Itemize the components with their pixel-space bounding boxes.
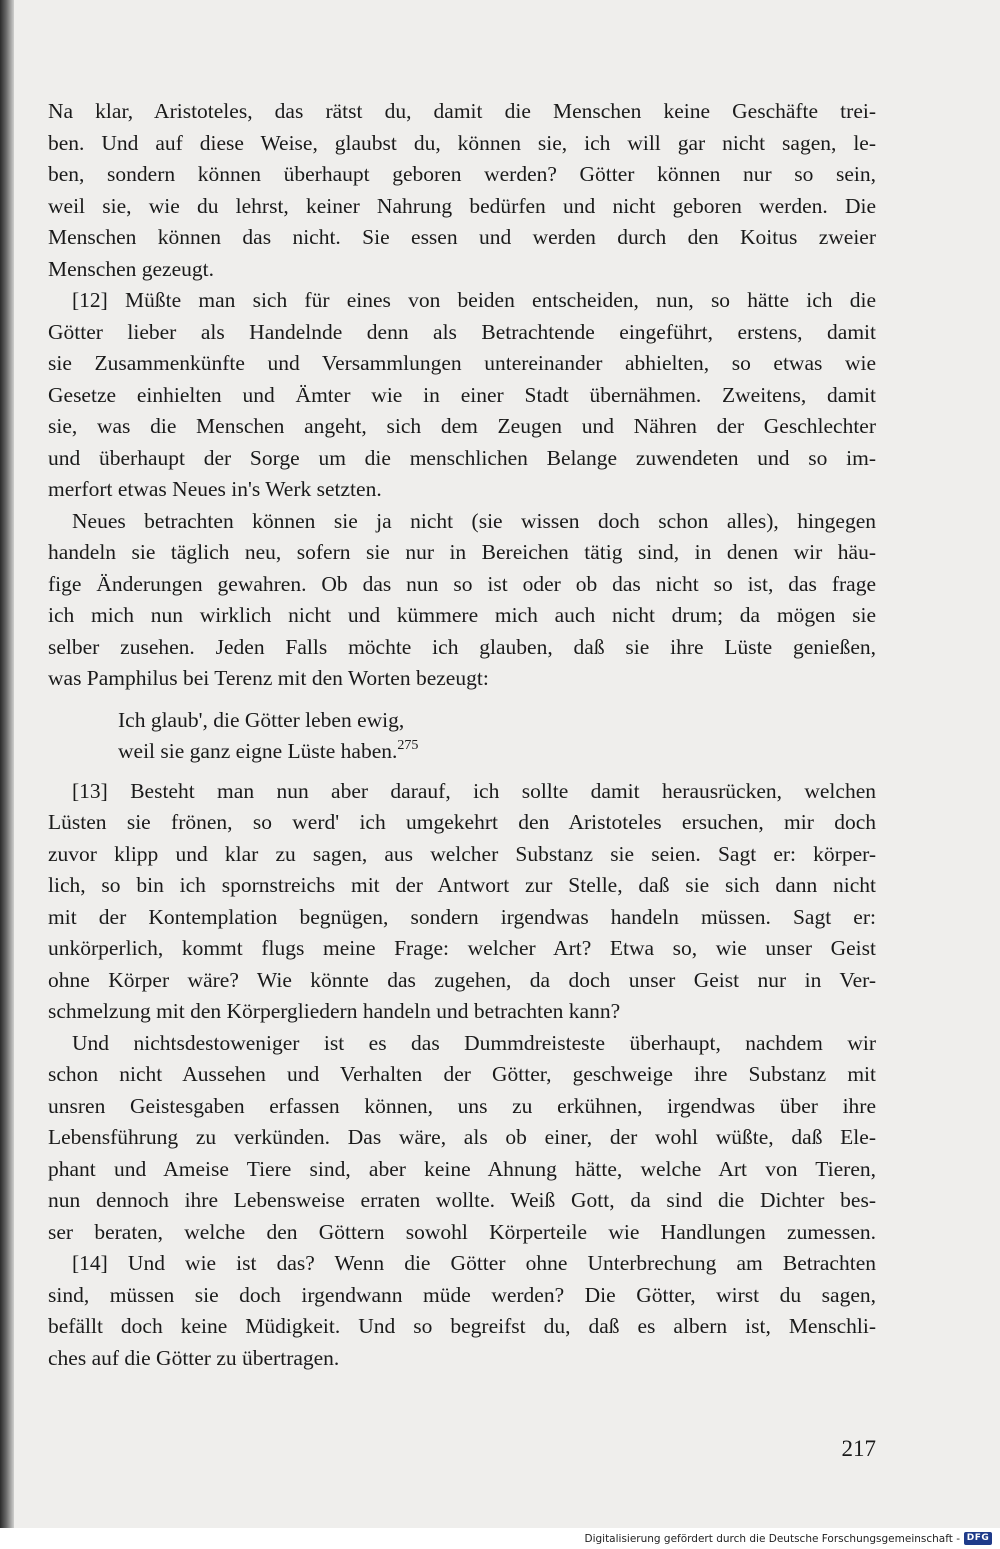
text-line: unkörperlich, kommt flugs meine Frage: welcher Art? Etwa so, wie unser Geist (48, 936, 876, 960)
text-line: Lüsten sie frönen, so werd' ich umgekehrt den Aristoteles ersuchen, mir doch (48, 810, 876, 834)
text-line: Gesetze einhielten und Ämter wie in einer Stadt übernähmen. Zweitens, damit (48, 382, 876, 407)
text-line: ben. Und auf diese Weise, glaubst du, können sie, ich will gar nicht sagen, le- (48, 130, 876, 155)
text-line: weil sie, wie du lehrst, keiner Nahrung bedürfen und nicht geboren werden. Die (48, 193, 876, 218)
text-line: handeln sie täglich neu, sofern sie nur in Bereichen tätig sind, in denen wir häu- (48, 540, 876, 564)
text-line: [14] Und wie ist das? Wenn die Götter ohne Unterbrechung am Betrachten (72, 1251, 876, 1275)
verse-line-text: weil sie ganz eigne Lüste haben. (118, 739, 398, 763)
text-line: Neues betrachten können sie ja nicht (sie wissen doch schon alles), hingegen (72, 508, 876, 533)
text-line: sind, müssen sie doch irgendwann müde werden? Die Götter, wirst du sagen, (48, 1282, 876, 1307)
page-number: 217 (841, 1436, 876, 1461)
footnote-reference: 275 (397, 738, 419, 753)
paragraph-14 (48, 1248, 876, 1374)
text-line: sie, was die Menschen angeht, sich dem Zeugen und Nähren der Geschlechter (48, 414, 876, 438)
text-line: ches auf die Götter zu übertragen. (48, 1345, 340, 1370)
text-line: selber zusehen. Jeden Falls möchte ich glauben, daß sie ihre Lüste genießen, (48, 634, 876, 659)
text-line: unsren Geistesgaben erfassen können, uns zu erkühnen, irgendwas über ihre (48, 1093, 876, 1118)
text-line: Lebensführung zu verkünden. Das wäre, als ob einer, der wohl wüßte, daß Ele- (48, 1125, 876, 1149)
paragraph-neues (48, 506, 876, 695)
verse-quote (48, 705, 876, 768)
text-line: schmelzung mit den Körpergliedern handeln und betrachten kann? (48, 999, 621, 1023)
text-line: befällt doch keine Müdigkeit. Und so begreifst du, daß es albern ist, Menschli- (48, 1314, 876, 1338)
text-line: Und nichtsdestoweniger ist es das Dummdreisteste überhaupt, nachdem wir (72, 1030, 876, 1055)
verse-line: Ich glaub', die Götter leben ewig, (118, 707, 405, 732)
text-line: fige Änderungen gewahren. Ob das nun so ist oder ob das nicht so ist, das frage (48, 571, 876, 596)
text-line: merfort etwas Neues in's Werk setzten. (48, 477, 382, 501)
body-text (48, 96, 876, 1374)
text-line: was Pamphilus bei Terenz mit den Worten bezeugt: (48, 666, 489, 690)
text-line: sie Zusammenkünfte und Versammlungen untereinander abhielten, so etwas wie (48, 351, 876, 375)
text-line: Menschen können das nicht. Sie essen und werden durch den Koitus zweier (48, 225, 876, 249)
book-spine-shadow (0, 0, 14, 1528)
funding-credit: Digitalisierung gefördert durch die Deutsche Forschungsgemeinschaft - (584, 1533, 960, 1545)
text-line: [13] Besteht man nun aber darauf, ich sollte damit herausrücken, welchen (72, 778, 876, 803)
text-line: ser beraten, welche den Göttern sowohl Körperteile wie Handlungen zumessen. (48, 1219, 876, 1244)
text-line: ohne Körper wäre? Wie könnte das zugehen, da doch unser Geist nur in Ver- (48, 967, 876, 992)
text-line: Götter lieber als Handelnde denn als Betrachtende eingeführt, erstens, damit (48, 319, 876, 344)
text-line: lich, so bin ich spornstreichs mit der Antwort zur Stelle, daß sie sich dann nicht (48, 873, 876, 897)
dfg-logo: DFG (964, 1532, 992, 1545)
text-line: zuvor klipp und klar zu sagen, aus welcher Substanz sie seien. Sagt er: körper- (48, 841, 876, 866)
text-line: schon nicht Aussehen und Verhalten der Götter, geschweige ihre Substanz mit (48, 1062, 876, 1086)
text-line: phant und Ameise Tiere sind, aber keine Ahnung hätte, welche Art von Tieren, (48, 1156, 876, 1181)
text-line: ich mich nun wirklich nicht und kümmere mich auch nicht drum; da mögen sie (48, 603, 876, 627)
text-line: ben, sondern können überhaupt geboren werden? Götter können nur so sein, (48, 162, 876, 186)
text-line: Menschen gezeugt. (48, 256, 214, 281)
text-line: und überhaupt der Sorge um die menschlichen Belange zuwendeten und so im- (48, 445, 876, 470)
paragraph-12 (48, 285, 876, 506)
text-line: [12] Müßte man sich für eines von beiden entscheiden, nun, so hätte ich die (72, 288, 876, 312)
text-line: mit der Kontemplation begnügen, sondern irgendwas handeln müssen. Sagt er: (48, 904, 876, 929)
paragraph-13 (48, 776, 876, 1028)
verse-line (48, 736, 876, 768)
paragraph-1 (48, 96, 876, 285)
text-line: Na klar, Aristoteles, das rätst du, damit die Menschen keine Geschäfte trei- (48, 99, 876, 123)
text-line: nun dennoch ihre Lebensweise erraten wollte. Weiß Gott, da sind die Dichter bes- (48, 1188, 876, 1212)
paragraph-dummdreist (48, 1028, 876, 1249)
